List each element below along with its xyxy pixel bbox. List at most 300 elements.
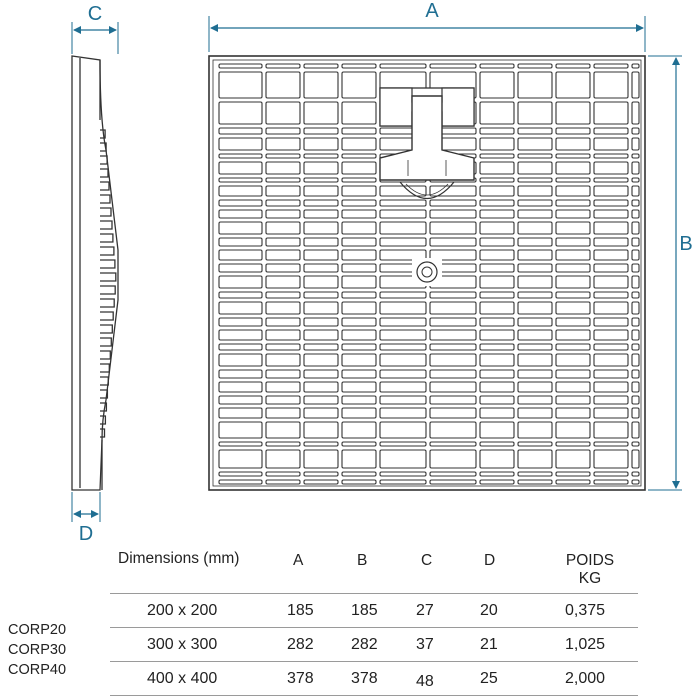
grid-cell	[342, 344, 376, 350]
grid-cell	[594, 178, 628, 182]
grid-cell	[342, 154, 376, 158]
row-d: 25	[480, 670, 498, 687]
grid-cell	[342, 162, 376, 174]
row-dimensions: 300 x 300	[147, 636, 218, 653]
grid-cell	[219, 480, 262, 484]
grid-cell	[556, 138, 590, 150]
dimension-a	[209, 0, 645, 52]
grid-cell	[480, 302, 514, 314]
grid-cell	[342, 472, 376, 476]
row-dimensions: 200 x 200	[147, 602, 218, 619]
profile-rib	[100, 312, 113, 320]
grid-cell	[594, 222, 628, 234]
grid-cell	[632, 238, 639, 246]
grid-cell	[342, 264, 376, 272]
grid-cell	[594, 450, 628, 468]
grid-cell	[556, 238, 590, 246]
grid-cell	[632, 382, 639, 392]
grid-cell	[594, 370, 628, 378]
grid-cell	[518, 138, 552, 150]
grid-cell	[556, 222, 590, 234]
grid-cell	[342, 408, 376, 418]
grid-cell	[556, 354, 590, 366]
grid-cell	[556, 210, 590, 218]
grid-cell	[518, 442, 552, 446]
grid-cell	[266, 382, 300, 392]
grid-cell	[594, 250, 628, 260]
grid-cell	[632, 128, 639, 134]
grid-cell	[518, 472, 552, 476]
grid-cell	[518, 238, 552, 246]
grid-cell	[632, 102, 639, 124]
grid-cell	[480, 382, 514, 392]
grid-cell	[380, 354, 426, 366]
grid-cell	[556, 102, 590, 124]
grid-cell	[342, 330, 376, 340]
grid-cell	[342, 210, 376, 218]
profile-rib	[100, 234, 113, 242]
grid-cell	[430, 396, 476, 404]
grid-cell	[556, 276, 590, 288]
grid-cell	[632, 302, 639, 314]
grid-plate-view	[209, 56, 645, 490]
grid-cell	[304, 370, 338, 378]
grid-cell	[266, 480, 300, 484]
grid-cell	[342, 442, 376, 446]
grid-cell	[304, 154, 338, 158]
grid-cell	[556, 344, 590, 350]
grid-cell	[266, 64, 300, 68]
grid-cell	[518, 330, 552, 340]
grid-cell	[342, 422, 376, 438]
grid-cell	[594, 408, 628, 418]
grid-cell	[266, 186, 300, 196]
grid-cell	[380, 222, 426, 234]
grid-cell	[480, 186, 514, 196]
grid-cell	[480, 422, 514, 438]
grid-cell	[430, 408, 476, 418]
grid-cell	[430, 370, 476, 378]
grid-cell	[380, 422, 426, 438]
dimension-b-label: B	[679, 233, 693, 255]
grid-cell	[594, 344, 628, 350]
grid-cell	[556, 370, 590, 378]
grid-cell	[594, 138, 628, 150]
grid-cell	[219, 442, 262, 446]
grid-cell	[518, 222, 552, 234]
grid-cell	[632, 72, 639, 98]
grid-cell	[430, 344, 476, 350]
grid-cell	[430, 238, 476, 246]
grid-cell	[342, 450, 376, 468]
grid-cell	[219, 396, 262, 404]
grid-cell	[594, 292, 628, 298]
grid-cell	[380, 442, 426, 446]
grid-cell	[518, 102, 552, 124]
side-profile-view	[72, 56, 118, 490]
grid-cell	[266, 238, 300, 246]
grid-cell	[342, 186, 376, 196]
grid-cell	[266, 138, 300, 150]
grid-cell	[266, 162, 300, 174]
grid-cell	[219, 186, 262, 196]
grid-cell	[594, 354, 628, 366]
grid-cell	[518, 210, 552, 218]
grid-cell	[594, 200, 628, 206]
model-name: CORP30	[8, 642, 67, 658]
grid-cell	[430, 292, 476, 298]
grid-cell	[632, 162, 639, 174]
grid-cell	[266, 442, 300, 446]
header-c: C	[421, 552, 433, 569]
grid-cell	[380, 210, 426, 218]
table-divider	[110, 593, 638, 594]
row-weight: 1,025	[565, 636, 606, 653]
grid-cell	[342, 138, 376, 150]
grid-cell	[304, 422, 338, 438]
grid-cell	[430, 382, 476, 392]
grid-cell	[556, 64, 590, 68]
row-weight: 0,375	[565, 602, 606, 619]
grid-cell	[342, 276, 376, 288]
grid-cell	[632, 222, 639, 234]
grid-cell	[594, 162, 628, 174]
grid-cell	[594, 382, 628, 392]
grid-cell	[219, 162, 262, 174]
grid-cell	[518, 162, 552, 174]
grid-cell	[480, 154, 514, 158]
grid-cell	[380, 302, 426, 314]
grid-cell	[342, 396, 376, 404]
grid-cell	[219, 382, 262, 392]
grid-cell	[594, 186, 628, 196]
grid-cell	[556, 396, 590, 404]
grid-cell	[518, 72, 552, 98]
grid-cell	[632, 64, 639, 68]
grid-cell	[518, 200, 552, 206]
grid-cell	[518, 250, 552, 260]
grid-cell	[342, 370, 376, 378]
grid-cell	[632, 472, 639, 476]
grid-cell	[480, 276, 514, 288]
grid-cell	[342, 178, 376, 182]
grid-cell	[266, 330, 300, 340]
grid-cell	[304, 442, 338, 446]
grid-cell	[304, 210, 338, 218]
grid-cell	[266, 408, 300, 418]
grid-cell	[266, 222, 300, 234]
grid-cell	[480, 264, 514, 272]
grid-cell	[219, 178, 262, 182]
grid-cell	[632, 138, 639, 150]
row-weight: 2,000	[565, 670, 606, 687]
grid-cell	[518, 276, 552, 288]
grid-cell	[304, 64, 338, 68]
grid-cell	[632, 318, 639, 326]
grid-cell	[219, 330, 262, 340]
grid-cell	[518, 450, 552, 468]
grid-cell	[342, 302, 376, 314]
grid-cell	[556, 450, 590, 468]
grid-cell	[518, 422, 552, 438]
grid-cell	[632, 264, 639, 272]
dimension-a-label: A	[425, 0, 439, 22]
grid-cell	[632, 422, 639, 438]
grid-cell	[219, 344, 262, 350]
grid-cell	[304, 472, 338, 476]
grid-cell	[480, 200, 514, 206]
grid-cell	[556, 382, 590, 392]
row-d: 21	[480, 636, 498, 653]
grid-cell	[594, 442, 628, 446]
grid-cell	[632, 480, 639, 484]
grid-cell	[430, 186, 476, 196]
grid-cell	[632, 210, 639, 218]
grid-cell	[518, 354, 552, 366]
profile-rib	[100, 182, 109, 190]
grid-cell	[380, 472, 426, 476]
grid-cell	[219, 102, 262, 124]
grid-cell	[304, 344, 338, 350]
grid-cell	[219, 318, 262, 326]
grid-cell	[342, 250, 376, 260]
grid-cell	[480, 162, 514, 174]
grid-cell	[480, 472, 514, 476]
grid-cell	[556, 302, 590, 314]
grid-cell	[304, 222, 338, 234]
grid-cell	[480, 318, 514, 326]
profile-rib	[100, 338, 111, 346]
grid-cell	[219, 264, 262, 272]
row-c: 48	[416, 673, 434, 690]
grid-cell	[304, 138, 338, 150]
grid-cell	[594, 102, 628, 124]
grid-cell	[430, 480, 476, 484]
grid-cell	[342, 222, 376, 234]
grid-cell	[430, 450, 476, 468]
grid-cell	[594, 210, 628, 218]
grid-cell	[304, 162, 338, 174]
grid-cell	[632, 396, 639, 404]
grid-cell	[266, 292, 300, 298]
dimension-c	[72, 3, 118, 54]
row-a: 185	[287, 602, 314, 619]
grid-cell	[556, 442, 590, 446]
grid-cell	[266, 370, 300, 378]
grid-cell	[304, 330, 338, 340]
grid-cell	[556, 128, 590, 134]
grid-cell	[304, 186, 338, 196]
grid-cell	[480, 330, 514, 340]
table-divider	[110, 627, 638, 628]
grid-cell	[219, 238, 262, 246]
grid-cell	[632, 154, 639, 158]
grid-cell	[304, 102, 338, 124]
grid-cell	[632, 370, 639, 378]
grid-cell	[219, 222, 262, 234]
grid-cell	[430, 64, 476, 68]
grid-cell	[480, 72, 514, 98]
grid-cell	[380, 200, 426, 206]
grid-cell	[480, 250, 514, 260]
grid-cell	[219, 354, 262, 366]
grid-cell	[266, 128, 300, 134]
grid-cell	[430, 472, 476, 476]
grid-cell	[304, 396, 338, 404]
grid-cell	[430, 210, 476, 218]
grid-cell	[219, 138, 262, 150]
grid-cell	[632, 442, 639, 446]
grid-cell	[556, 330, 590, 340]
grid-cell	[594, 264, 628, 272]
header-weight-line2: KG	[578, 570, 602, 587]
grid-cell	[480, 450, 514, 468]
grid-cell	[594, 302, 628, 314]
grid-cell	[430, 318, 476, 326]
dimension-c-label: C	[87, 3, 103, 25]
row-dimensions: 400 x 400	[147, 670, 218, 687]
grid-cell	[266, 200, 300, 206]
grid-cell	[342, 200, 376, 206]
row-a: 378	[287, 670, 314, 687]
grid-cell	[219, 292, 262, 298]
grid-cell	[480, 102, 514, 124]
profile-ribs	[100, 130, 116, 437]
grid-cell	[380, 318, 426, 326]
grid-cell	[219, 276, 262, 288]
grid-cell	[380, 408, 426, 418]
grid-cell	[304, 354, 338, 366]
dimension-b	[648, 56, 693, 490]
model-name: CORP20	[8, 622, 67, 638]
profile-rib	[100, 260, 115, 268]
grid-cell	[556, 472, 590, 476]
grid-cell	[266, 396, 300, 404]
profile-rib	[100, 351, 110, 359]
grid-cell	[380, 396, 426, 404]
grid-cell	[632, 330, 639, 340]
row-b: 185	[351, 602, 378, 619]
grid-cell	[380, 238, 426, 246]
grid-cell	[342, 72, 376, 98]
grid-cell	[266, 302, 300, 314]
grid-cell	[342, 238, 376, 246]
grid-cell	[304, 480, 338, 484]
profile-rib	[100, 273, 116, 281]
grid-cell	[594, 318, 628, 326]
grid-cell	[380, 186, 426, 196]
grid-cell	[342, 480, 376, 484]
grid-cell	[518, 128, 552, 134]
grid-cell	[304, 264, 338, 272]
grid-cell	[342, 354, 376, 366]
grid-cell	[219, 154, 262, 158]
grid-cell	[556, 162, 590, 174]
grid-cell	[518, 264, 552, 272]
grid-cell	[594, 238, 628, 246]
grid-cell	[380, 382, 426, 392]
row-b: 378	[351, 670, 378, 687]
grid-cell	[342, 128, 376, 134]
grid-cell	[219, 128, 262, 134]
profile-rib	[100, 299, 114, 307]
model-name: CORP40	[8, 662, 67, 678]
grid-cell	[266, 250, 300, 260]
grid-cell	[266, 264, 300, 272]
grid-cell	[480, 370, 514, 378]
grid-cell	[518, 318, 552, 326]
grid-cell	[304, 302, 338, 314]
header-b: B	[357, 552, 368, 569]
grid-cell	[380, 450, 426, 468]
grid-cell	[556, 480, 590, 484]
grid-cell	[480, 128, 514, 134]
grid-cell	[304, 128, 338, 134]
grid-cell	[304, 276, 338, 288]
profile-rib	[100, 377, 108, 385]
grid-cell	[219, 200, 262, 206]
grid-cell	[304, 382, 338, 392]
header-weight-line1: POIDS	[565, 552, 615, 569]
grid-cell	[632, 344, 639, 350]
grid-cell	[556, 186, 590, 196]
profile-rib	[100, 195, 110, 203]
grid-cell	[556, 292, 590, 298]
grid-cell	[304, 72, 338, 98]
grid-cell	[632, 200, 639, 206]
grid-cell	[342, 64, 376, 68]
grid-cell	[380, 292, 426, 298]
grid-cell	[266, 318, 300, 326]
grid-cell	[518, 396, 552, 404]
grid-cell	[518, 154, 552, 158]
grid-cell	[632, 276, 639, 288]
grid-cell	[480, 344, 514, 350]
grid-cell	[594, 72, 628, 98]
grid-cell	[594, 396, 628, 404]
grid-cell	[430, 442, 476, 446]
profile-rib	[100, 169, 108, 177]
grid-cell	[632, 408, 639, 418]
grid-cell	[594, 64, 628, 68]
grid-cell	[219, 472, 262, 476]
grid-cell	[556, 72, 590, 98]
grid-cell	[219, 64, 262, 68]
grid-cell	[380, 344, 426, 350]
table-divider	[110, 661, 638, 662]
grid-cell	[342, 382, 376, 392]
grid-cell	[266, 472, 300, 476]
grid-cell	[480, 408, 514, 418]
row-c: 37	[416, 636, 434, 653]
grid-cell	[380, 64, 426, 68]
grid-cell	[480, 292, 514, 298]
grid-cell	[304, 408, 338, 418]
grid-cell	[480, 178, 514, 182]
centre-boss	[412, 258, 442, 286]
grid-cell	[632, 186, 639, 196]
grid-cell	[518, 292, 552, 298]
grid-cell	[219, 422, 262, 438]
grid-cell	[480, 442, 514, 446]
grid-cell	[480, 222, 514, 234]
grid-cell	[480, 210, 514, 218]
dimension-d-label: D	[78, 523, 94, 545]
grid-cell	[556, 408, 590, 418]
dimension-d	[72, 492, 100, 545]
grid-cell	[266, 154, 300, 158]
grid-cell	[219, 250, 262, 260]
